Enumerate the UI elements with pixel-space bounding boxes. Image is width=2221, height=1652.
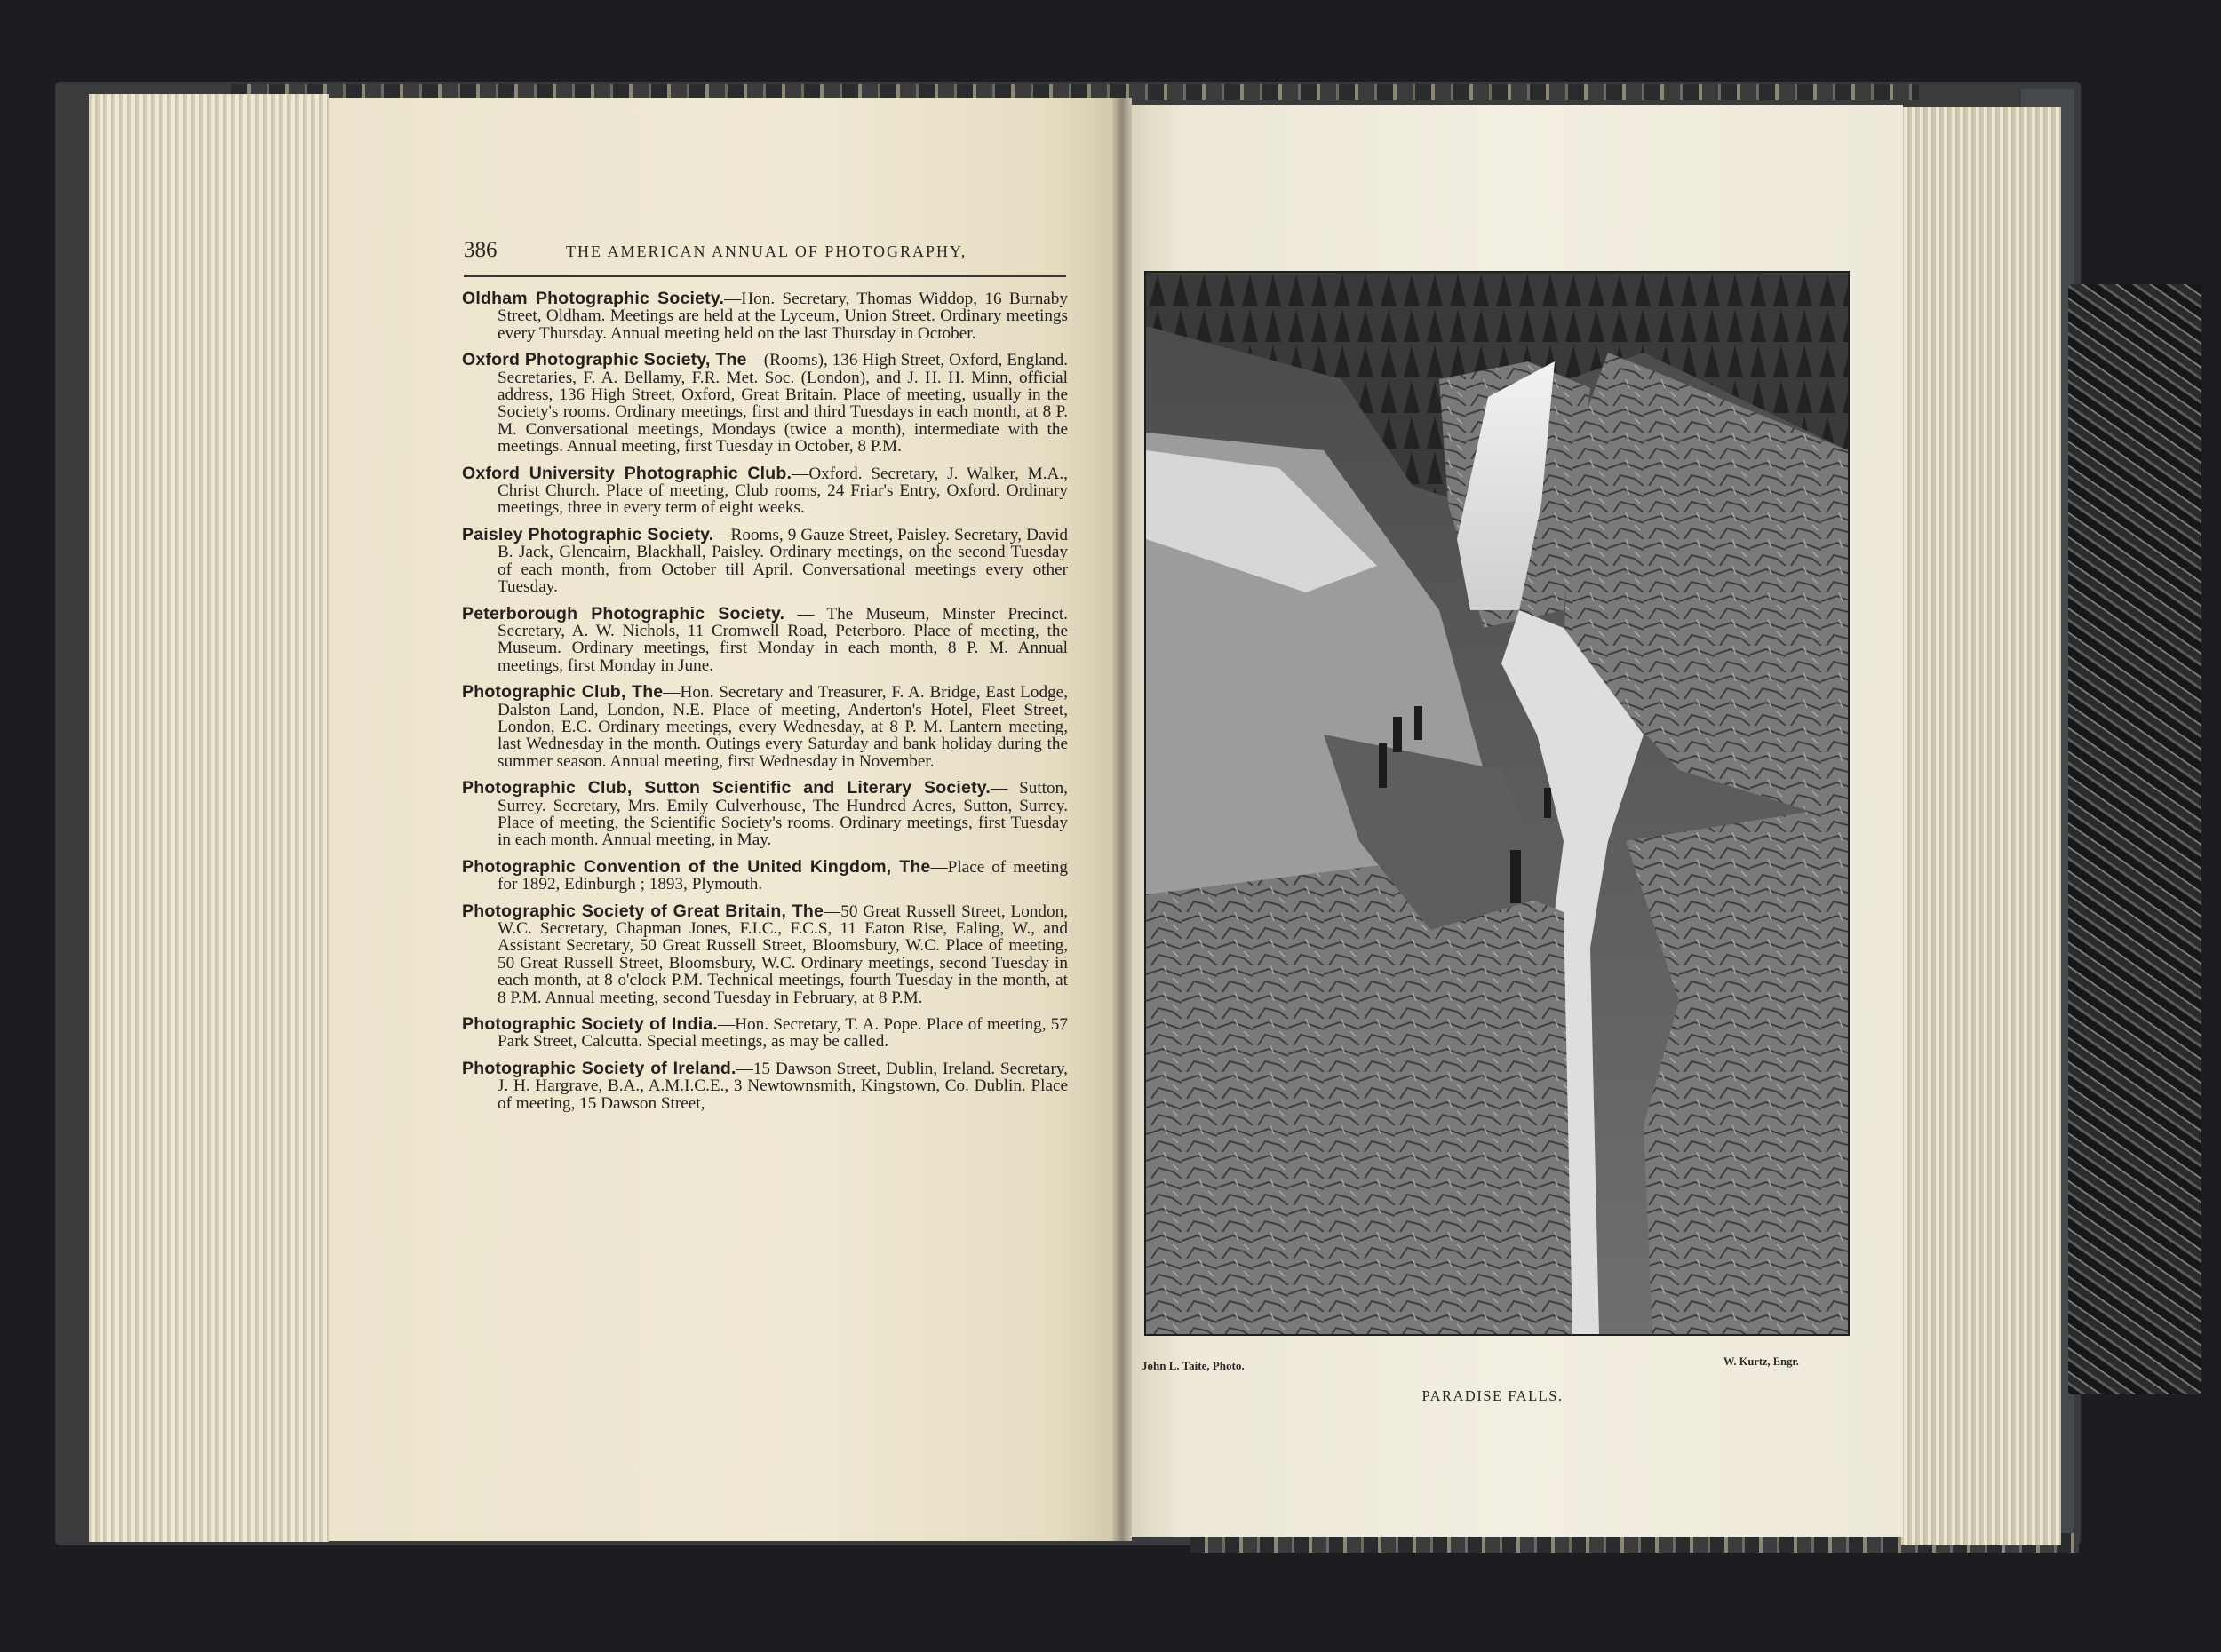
photo-caption: PARADISE FALLS. (1421, 1387, 1564, 1404)
entry-text: —Hon. Secretary, T. A. Pope. Place of meeting, 57 Park Street, Calcutta. Special meetings, as may be called. (498, 1015, 1068, 1052)
entry-text: —Hon. Secretary, Thomas Widdop, 16 Burnaby Street, Oldham. Meetings are held at the Lyceum, Union Street. Ordinary meetings every Thursday. Annual meeting held on the last Thursday in October. (498, 290, 1068, 343)
entry (462, 1060, 1068, 1112)
entry-name: Photographic Society of India. (462, 1014, 719, 1035)
waterfall-photograph (1144, 271, 1850, 1336)
entry (462, 603, 1068, 675)
entry-name: Paisley Photographic Society. (462, 524, 714, 544)
photo-credit: John L. Taite, Photo. (1142, 1359, 1245, 1372)
head-rule (464, 275, 1066, 277)
entry-text: — Sutton, Surrey. Secretary, Mrs. Emily Culverhouse, The Hundred Acres, Sutton, Surrey. Place of meeting, the Scientific Society's rooms. Ordinary meetings, first Tuesday in each month. Annual meeting, in May. (498, 779, 1068, 850)
entry-name: Photographic Club, The (462, 682, 664, 703)
entry (462, 524, 1068, 597)
entry-text: —50 Great Russell Street, London, W.C. Secretary, Chapman Jones, F.I.C., F.C.S, 11 Eaton Rise, Ealing, W., and Assistant Secretary, 50 Great Russell Street, Bloomsbury, W.C. Place of meeting, 50 Great Russell Street, Bloomsbury, W.C. Ordinary meetings, second Tuesday in each month, at 8 o'clock P.M. Technical meetings, fourth Tuesday in the month, at 8 P.M. Annual meeting, second Tuesday in February, at 8 P.M. (498, 901, 1068, 1007)
entry (462, 856, 1068, 894)
entry-text: —Hon. Secretary and Treasurer, F. A. Bridge, East Lodge, Dalston Land, London, N.E. Place of meeting, Anderton's Hotel, Fleet Street, London, E.C. Ordinary meetings, every Wednesday, at 8 P. M. Lantern meeting, last Wednesday in the month. Outings every Saturday and bank holiday during the summer season. Annual meeting, first Wednesday in November. (498, 683, 1068, 771)
entry-text: —(Rooms), 136 High Street, Oxford, England. Secretaries, F. A. Bellamy, F.R. Met. Soc. (London), and J. H. H. Minn, official address, 136 High Street, Oxford, Great Britain. Place of meeting, usually in the Society's rooms. Ordinary meetings, first and third Tuesdays in each month, at 8 P. M. Conversational meetings, Mondays (twice a month), intermediate with the meetings. Annual meeting, first Tuesday in October, 8 P.M. (498, 351, 1068, 457)
entry (462, 465, 1068, 517)
entry (462, 684, 1068, 770)
entry-name: Photographic Society of Ireland. (462, 1058, 736, 1078)
entry-text: —Rooms, 9 Gauze Street, Paisley. Secretary, David B. Jack, Glencairn, Blackhall, Paisley. Ordinary meetings, on the second Tuesday of each month, from October till April. Conversational meetings every other Tuesday. (498, 525, 1068, 597)
entry-name: Photographic Convention of the United Kingdom, The (462, 856, 931, 877)
entry (462, 903, 1068, 1006)
engraver-credit: W. Kurtz, Engr. (1723, 1355, 1799, 1368)
entry-name: Photographic Club, Sutton Scientific and Literary Society. (462, 778, 991, 798)
entry-text: —Place of meeting for 1892, Edinburgh ; 1893, Plymouth. (498, 857, 1068, 894)
entry-name: Oxford Photographic Society, The (462, 350, 747, 370)
entry-name: Oldham Photographic Society. (462, 289, 725, 308)
entry-text: — The Museum, Minster Precinct. Secretary, A. W. Nichols, 11 Cromwell Road, Peterboro. Place of meeting, the Museum. Ordinary meetings, first Monday in each month, 8 P. M. Annual meetings, first Monday in June. (498, 604, 1068, 675)
entry (462, 780, 1068, 849)
marbled-endpaper (2068, 284, 2201, 1394)
entry-text: —15 Dawson Street, Dublin, Ireland. Secretary, J. H. Hargrave, B.A., A.M.I.C.E., 3 Newtownsmith, Kingstown, Co. Dublin. Place of meeting, 15 Dawson Street, (498, 1059, 1068, 1113)
page-stack-left (89, 94, 329, 1542)
entry-name: Photographic Society of Great Britain, The (462, 901, 824, 921)
entry (462, 352, 1068, 455)
page-stack-right (1901, 107, 2061, 1545)
waterfall-illustration (1146, 273, 1848, 1334)
entry-text: —Oxford. Secretary, J. Walker, M.A., Christ Church. Place of meeting, Club rooms, 24 Friar's Entry, Oxford. Ordinary meetings, three in every term of eight weeks. (498, 464, 1068, 518)
page-number: 386 (464, 238, 498, 262)
entry (462, 290, 1068, 342)
entry-name: Oxford University Photographic Club. (462, 463, 792, 483)
running-head-title: THE AMERICAN ANNUAL OF PHOTOGRAPHY, (566, 242, 967, 260)
entry (462, 1016, 1068, 1051)
book-gutter (1112, 98, 1132, 1541)
running-head (464, 238, 1068, 270)
society-entries (462, 290, 1068, 1122)
entry-name: Peterborough Photographic Society. (462, 603, 785, 623)
